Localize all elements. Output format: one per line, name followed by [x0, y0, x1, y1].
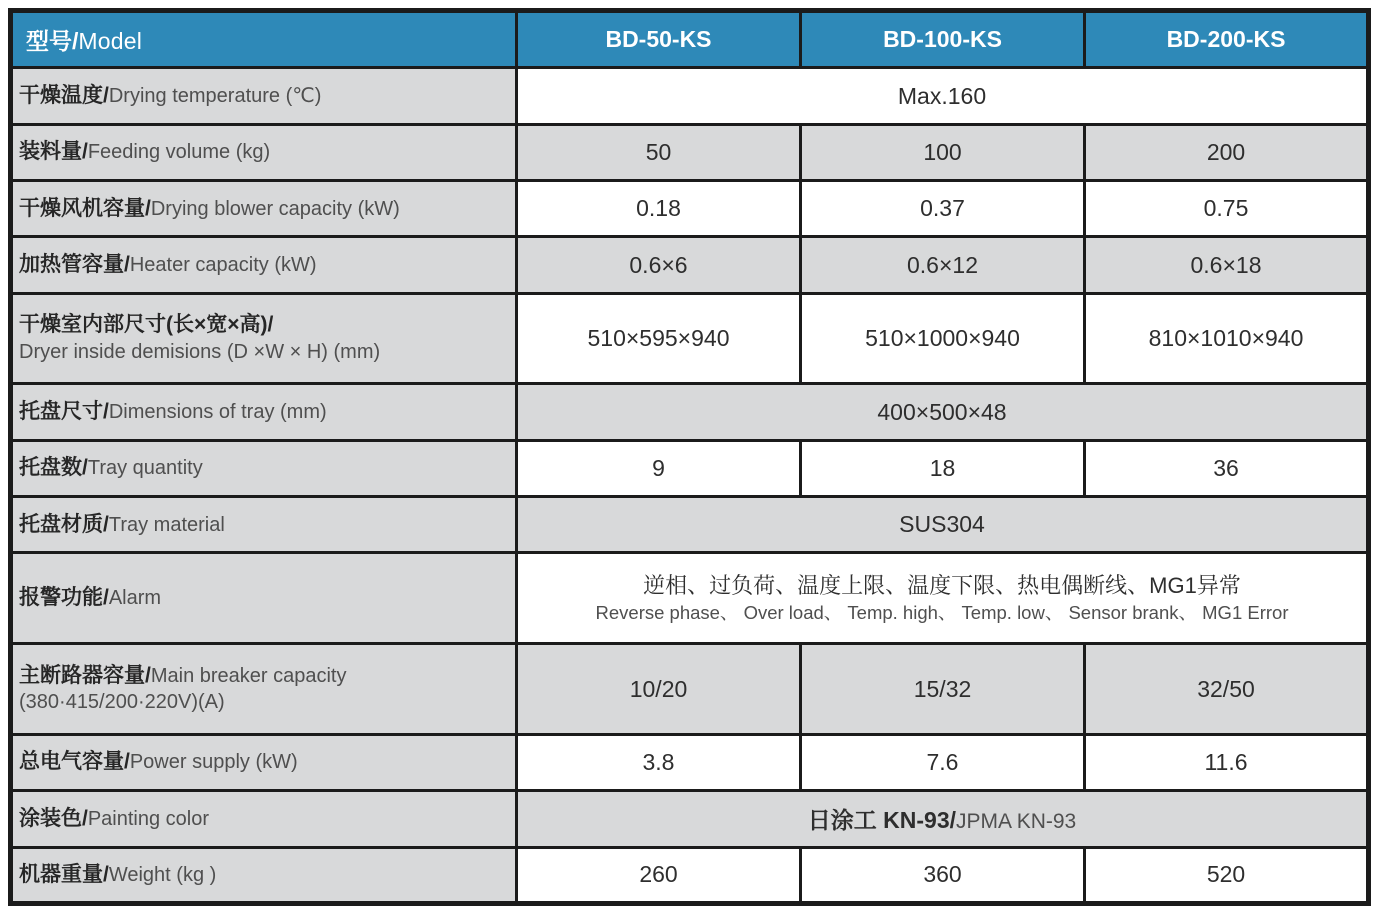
label-drying-blower-capacity [11, 181, 517, 237]
label-main-breaker-capacity-voltage: (380·415/200·220V)(A) [19, 691, 225, 714]
label-painting-color-zh: 涂装色/ [19, 806, 88, 830]
value-blower-bd200: 0.75 [1085, 181, 1369, 237]
row-heater-capacity [11, 237, 1369, 293]
value-inner-bd100: 510×1000×940 [801, 293, 1085, 384]
value-breaker-bd50: 10/20 [517, 644, 801, 735]
value-feeding-volume-bd200: 200 [1085, 124, 1369, 180]
row-main-breaker-capacity [11, 644, 1369, 735]
row-tray-quantity [11, 440, 1369, 496]
label-drying-temperature [11, 68, 517, 124]
label-main-breaker-capacity-zh: 主断路器容量/ [19, 663, 151, 687]
value-feeding-volume-bd50: 50 [517, 124, 801, 180]
value-tray-dimensions: 400×500×48 [517, 384, 1369, 440]
value-inner-bd50: 510×595×940 [517, 293, 801, 384]
value-weight-bd200: 520 [1085, 847, 1369, 903]
label-feeding-volume [11, 124, 517, 180]
label-drying-temperature-zh: 干燥温度/ [19, 83, 109, 107]
label-alarm-zh: 报警功能/ [19, 586, 109, 610]
value-inner-bd200: 810×1010×940 [1085, 293, 1369, 384]
label-drying-blower-capacity-zh: 干燥风机容量/ [19, 196, 151, 220]
header-model-label [11, 11, 517, 68]
value-alarm-en: Reverse phase、 Over load、 Temp. high、 Temp. low、 Sensor brank、 MG1 Error [595, 602, 1289, 624]
label-feeding-volume-en: Feeding volume (kg) [87, 141, 271, 164]
label-dryer-inside-dimensions-zh: 干燥室内部尺寸(长×宽×高)/ [19, 313, 274, 337]
value-weight-bd100: 360 [801, 847, 1085, 903]
label-painting-color-en: Painting color [87, 807, 210, 830]
value-tray-qty-bd50: 9 [517, 440, 801, 496]
value-painting-color-en: JPMA KN-93 [956, 810, 1077, 834]
value-power-bd200: 11.6 [1085, 734, 1369, 790]
label-drying-blower-capacity-en: Drying blower capacity (kW) [150, 197, 400, 220]
label-power-supply [11, 734, 517, 790]
label-tray-material-zh: 托盘材质/ [19, 512, 109, 536]
label-alarm [11, 553, 517, 644]
value-weight-bd50: 260 [517, 847, 801, 903]
value-blower-bd50: 0.18 [517, 181, 801, 237]
label-main-breaker-capacity [11, 644, 517, 735]
label-heater-capacity-en: Heater capacity (kW) [129, 253, 317, 276]
label-tray-material-en: Tray material [108, 513, 225, 536]
value-heater-bd50: 0.6×6 [517, 237, 801, 293]
value-painting-color-zh: 日涂工 KN-93/ [807, 807, 957, 834]
value-painting-color [517, 791, 1369, 847]
label-dryer-inside-dimensions-en: Dryer inside demisions (D ×W × H) (mm) [19, 340, 381, 363]
label-weight-en: Weight (kg ) [108, 863, 217, 886]
label-main-breaker-capacity-en: Main breaker capacity [150, 664, 347, 687]
row-painting-color [11, 791, 1369, 847]
row-drying-temperature [11, 68, 1369, 124]
header-model-bd-200-ks: BD-200-KS [1085, 11, 1369, 68]
header-model-bd-50-ks: BD-50-KS [517, 11, 801, 68]
row-alarm [11, 553, 1369, 644]
label-tray-quantity [11, 440, 517, 496]
label-power-supply-en: Power supply (kW) [129, 751, 298, 774]
value-heater-bd200: 0.6×18 [1085, 237, 1369, 293]
header-model-bd-100-ks: BD-100-KS [801, 11, 1085, 68]
label-tray-dimensions-en: Dimensions of tray (mm) [108, 400, 327, 423]
label-heater-capacity [11, 237, 517, 293]
value-power-bd50: 3.8 [517, 734, 801, 790]
label-tray-dimensions [11, 384, 517, 440]
label-tray-quantity-zh: 托盘数/ [19, 456, 88, 480]
label-feeding-volume-zh: 装料量/ [19, 140, 88, 164]
value-breaker-bd100: 15/32 [801, 644, 1085, 735]
row-tray-material [11, 497, 1369, 553]
value-tray-qty-bd100: 18 [801, 440, 1085, 496]
header-model-label-zh: 型号/ [26, 28, 79, 55]
label-tray-dimensions-zh: 托盘尺寸/ [19, 399, 109, 423]
label-tray-quantity-en: Tray quantity [87, 457, 203, 480]
value-alarm [517, 553, 1369, 644]
label-heater-capacity-zh: 加热管容量/ [19, 252, 130, 276]
value-alarm-zh: 逆相、过负荷、温度上限、温度下限、热电偶断线、MG1异常 [643, 573, 1241, 599]
label-painting-color [11, 791, 517, 847]
label-alarm-en: Alarm [108, 587, 162, 610]
label-tray-material [11, 497, 517, 553]
row-weight [11, 847, 1369, 903]
label-power-supply-zh: 总电气容量/ [19, 750, 130, 774]
value-power-bd100: 7.6 [801, 734, 1085, 790]
value-drying-temperature: Max.160 [517, 68, 1369, 124]
value-tray-material: SUS304 [517, 497, 1369, 553]
value-feeding-volume-bd100: 100 [801, 124, 1085, 180]
row-dryer-inside-dimensions [11, 293, 1369, 384]
row-tray-dimensions [11, 384, 1369, 440]
header-row [11, 11, 1369, 68]
label-weight [11, 847, 517, 903]
row-drying-blower-capacity [11, 181, 1369, 237]
header-model-label-en: Model [78, 28, 143, 55]
row-power-supply [11, 734, 1369, 790]
label-dryer-inside-dimensions [11, 293, 517, 384]
value-heater-bd100: 0.6×12 [801, 237, 1085, 293]
row-feeding-volume [11, 124, 1369, 180]
label-weight-zh: 机器重量/ [19, 862, 109, 886]
label-drying-temperature-en: Drying temperature (℃) [108, 84, 322, 107]
value-blower-bd100: 0.37 [801, 181, 1085, 237]
spec-table [8, 8, 1371, 906]
value-tray-qty-bd200: 36 [1085, 440, 1369, 496]
value-breaker-bd200: 32/50 [1085, 644, 1369, 735]
